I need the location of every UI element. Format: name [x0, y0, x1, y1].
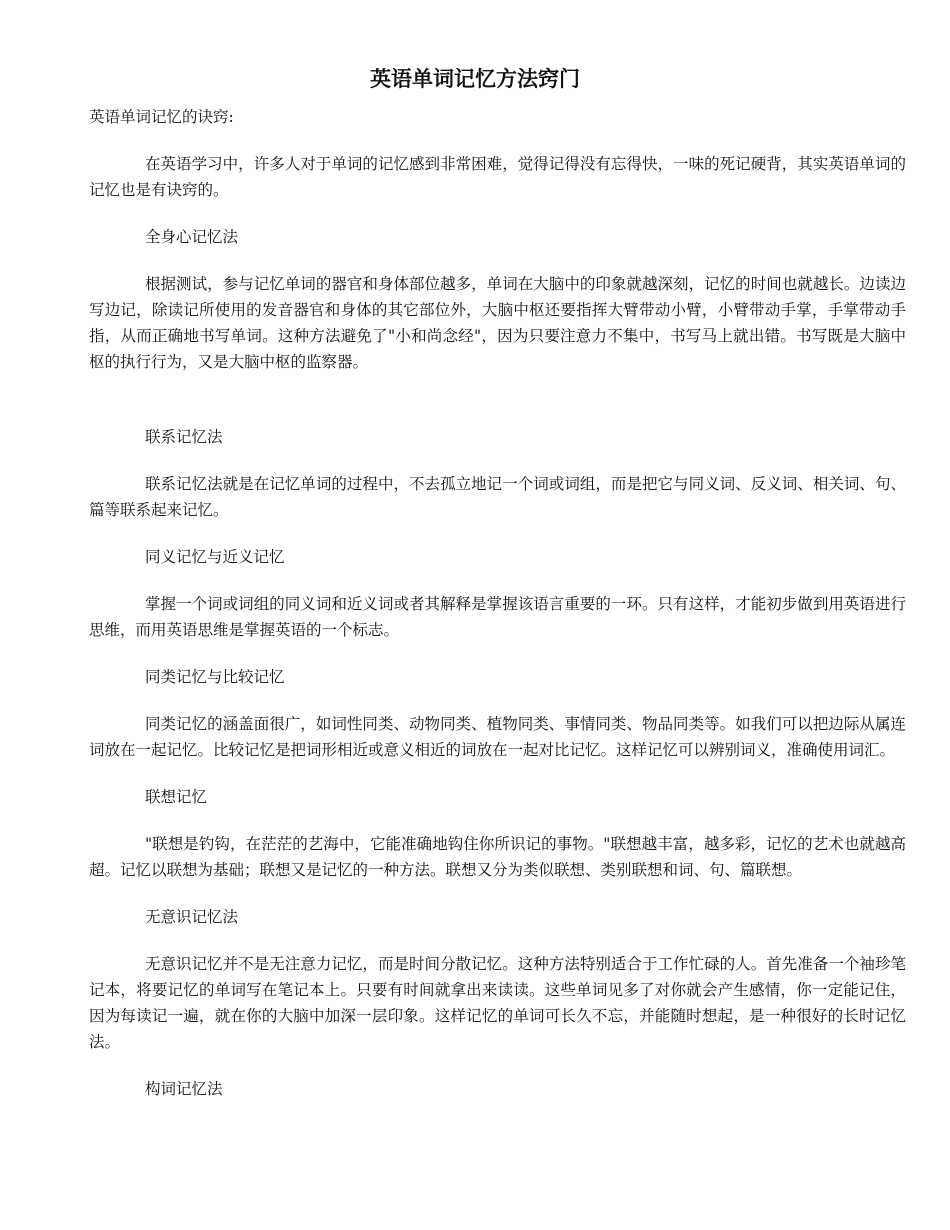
- section-heading: 构词记忆法: [145, 1080, 223, 1098]
- section-heading: 全身心记忆法: [145, 228, 239, 246]
- section-heading: 无意识记忆法: [145, 908, 239, 926]
- paragraph: 根据测试，参与记忆单词的器官和身体部位越多，单词在大脑中的印象就越深刻，记忆的时间也就越长。边读边写边记，除读记所使用的发音器官和身体的其它部位外，大脑中枢还要指挥大臂带动小臂，小臂带动手掌，手掌带动手指，从而正确地书写单词。这种方法避免了"小和尚念经"，因为只要注意力不集中，书写马上就出错。书写既是大脑中枢的执行行为，又是大脑中枢的监察器。: [89, 275, 906, 371]
- section-heading: 联系记忆法: [145, 428, 223, 446]
- blank-line: [89, 396, 906, 424]
- paragraph: 无意识记忆并不是无注意力记忆，而是时间分散记忆。这种方法特别适合于工作忙碌的人。首先准备一个袖珍笔记本，将要记忆的单词写在笔记本上。只要有时间就拿出来读读。这些单词见多了对你就会产生感情，你一定能记住，因为每读记一遍，就在你的大脑中加深一层印象。这样记忆的单词可长久不忘，并能随时想起，是一种很好的长时记忆法。: [89, 955, 906, 1051]
- paragraph: "联想是钓钩，在茫茫的艺海中，它能准确地钩住你所识记的事物。"联想越丰富，越多彩，记忆的艺术也就越高超。记忆以联想为基础；联想又是记忆的一种方法。联想又分为类似联想、类别联想和词、句、篇联想。: [89, 835, 906, 879]
- paragraph: 联系记忆法就是在记忆单词的过程中，不去孤立地记一个词或词组，而是把它与同义词、反义词、相关词、句、篇等联系起来记忆。: [89, 475, 906, 519]
- section-heading: 同类记忆与比较记忆: [145, 668, 285, 686]
- paragraph: 在英语学习中，许多人对于单词的记忆感到非常困难，觉得记得没有忘得快，一味的死记硬背，其实英语单词的记忆也是有诀窍的。: [89, 155, 906, 199]
- intro-line: 英语单词记忆的诀窍:: [89, 108, 234, 126]
- paragraph: 同类记忆的涵盖面很广，如词性同类、动物同类、植物同类、事情同类、物品同类等。如我们可以把边际从属连词放在一起记忆。比较记忆是把词形相近或意义相近的词放在一起对比记忆。这样记忆可以辨别词义，准确使用词汇。: [89, 715, 906, 759]
- section-heading: 同义记忆与近义记忆: [145, 548, 285, 566]
- section-heading: 联想记忆: [145, 788, 208, 806]
- document-title: 英语单词记忆方法窍门: [370, 66, 580, 91]
- paragraph: 掌握一个词或词组的同义词和近义词或者其解释是掌握该语言重要的一环。只有这样，才能初步做到用英语进行思维，而用英语思维是掌握英语的一个标志。: [89, 595, 906, 639]
